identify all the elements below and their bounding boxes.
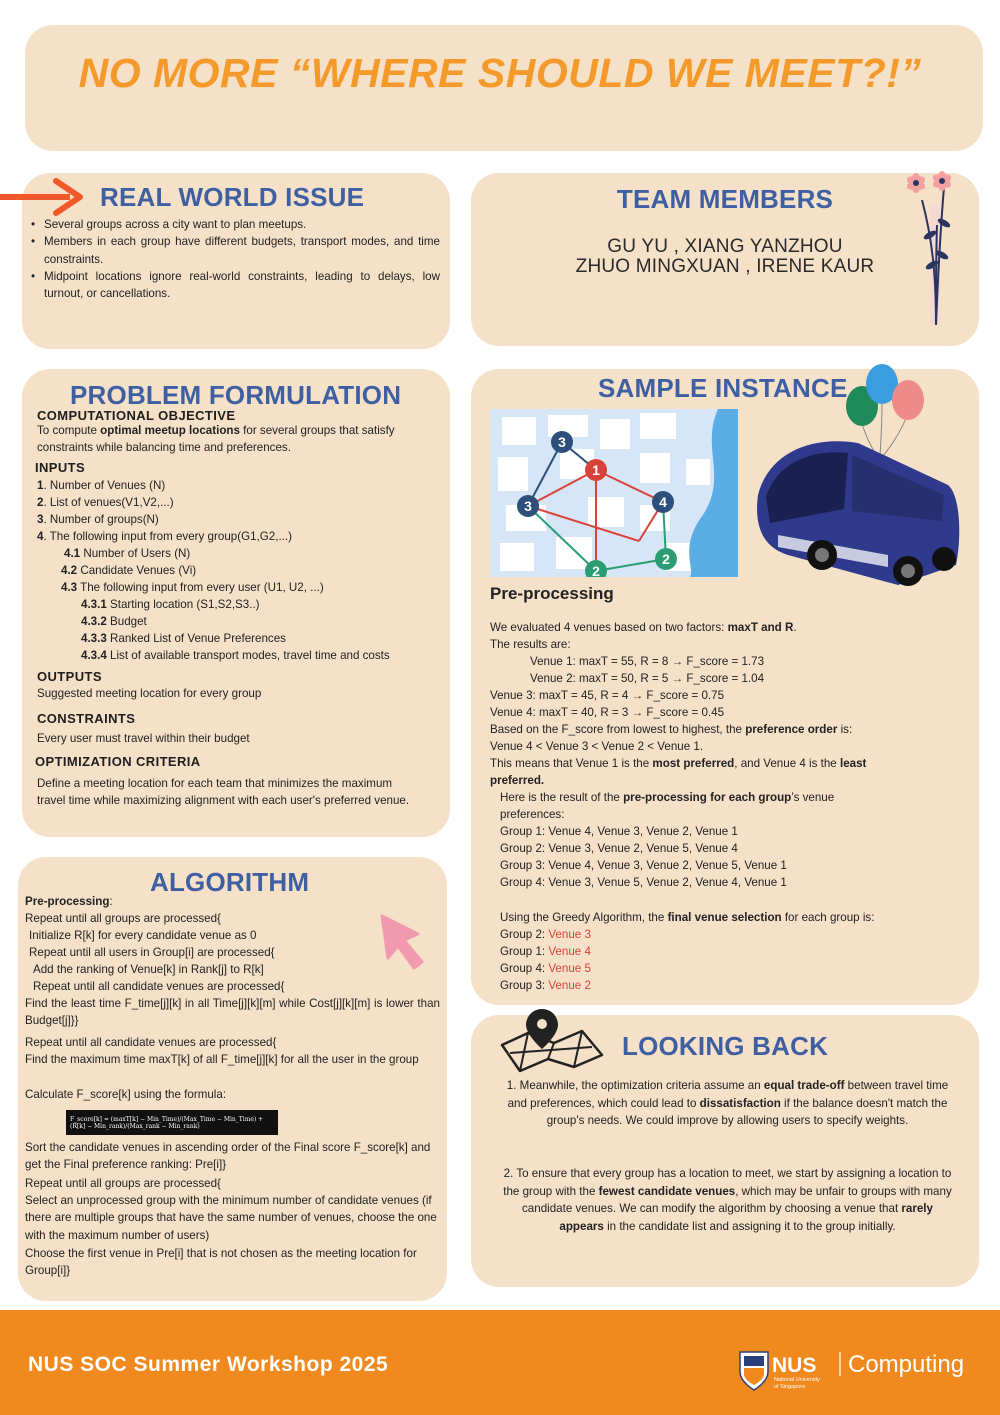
outputs-text: Suggested meeting location for every group [37,687,262,700]
text-bold: rarely appears [559,1202,933,1233]
flower-vase-icon [892,165,964,330]
input-text: . The following input from every group(G1,G2,...) [43,530,292,543]
criteria-text-2: travel time while maximizing alignment with each user's preferred venue. [37,794,410,807]
input-number: 4 [37,530,44,543]
selected-venue: Venue 3 [548,928,591,941]
text-part: if the balance doesn't match the group's needs. We could improve by allowing users to specify weights. [546,1096,948,1127]
input-number: 4.3.2 [81,615,107,628]
map-node-label: 1 [592,462,600,478]
text-part: is: [837,723,853,736]
sample-line [490,723,950,736]
logo-sub-text: National University [774,1377,820,1383]
input-text: List of available transport modes, travel time and costs [106,649,390,662]
input-item [37,511,437,528]
sample-line: preferences: [500,808,565,821]
text-part: Based on the F_score from lowest to highest, the [490,723,746,736]
input-text: Starting location (S1,S2,S3..) [106,598,260,611]
text-part: 1. Meanwhile, the optimization criteria assume an [506,1079,764,1092]
input-number: 4.3.1 [81,598,107,611]
text-bold: maxT and R [727,621,794,634]
algorithm-line: Find the maximum time maxT[k] of all F_time[j][k] for all the user in the group [25,1053,419,1066]
text-part: for each group is: [781,911,875,924]
final-selection [500,962,960,975]
sample-line: The results are: [490,638,571,651]
text-part: ’s venue [791,791,835,804]
text-part: , which may be unfair to groups with many candidate venues. We can modify the algorithm by choosing a venue that [522,1184,952,1215]
input-item [81,596,481,613]
venue-1-score: Venue 1: maxT = 55, R = 8 → F_score = 1.73 [530,655,765,668]
sample-line [490,621,950,634]
text-bold: dissatisfaction [699,1096,781,1110]
looking-back-heading: LOOKING BACK [622,1031,829,1061]
team-members-line-1: GU YU , XIANG YANZHOU [607,236,843,257]
looking-back-point-1 [500,1077,955,1130]
input-text: Number of Users (N) [80,547,191,560]
real-world-issue-heading: REAL WORLD ISSUE [100,182,365,212]
sample-line: Venue 4 < Venue 3 < Venue 2 < Venue 1. [490,740,704,753]
arrow-right-icon [0,175,90,219]
criteria-text-1: Define a meeting location for each team that minimizes the maximum [37,777,393,790]
text-part: : [109,895,113,908]
venue-3-score: Venue 3: maxT = 45, R = 4 → F_score = 0.75 [490,689,725,702]
algorithm-line: Find the least time F_time[j][k] in all Time[j][k][m] while Cost[j][k][m] is lower than Budget[j]}} [25,997,440,1028]
map-pin-icon [498,1005,608,1075]
input-text: . Number of Venues (N) [43,479,166,492]
pre-processing-heading: Pre-processing [490,584,614,603]
objective-bold: optimal meetup locations [100,424,240,437]
input-text: The following input from every user (U1, U2, ...) [77,581,324,594]
text-bold: fewest candidate venues [598,1184,736,1198]
algorithm-line: Select an unprocessed group with the minimum number of candidate venues (if there are multiple groups that have the same number of venues, choose the one with the maximum number of users) [25,1194,437,1242]
group-label: Group 3: [500,979,549,992]
inputs-heading: INPUTS [35,460,86,475]
input-item [37,494,437,511]
input-number: 4.3.3 [81,632,107,645]
text-bold: preference order [745,723,838,736]
input-item [64,545,464,562]
input-text: Budget [106,615,147,628]
team-members-line-2: ZHUO MINGXUAN , IRENE KAUR [575,256,875,277]
text-part: Here is the result of the [500,791,624,804]
selected-venue: Venue 2 [548,979,591,992]
city-map-graph [490,409,738,577]
selected-venue: Venue 5 [548,962,591,975]
input-text: . Number of groups(N) [43,513,159,526]
map-node-label: 2 [662,551,670,567]
text-bold: least [839,757,867,770]
algorithm-line: Choose the first venue in Pre[i] that is not chosen as the meeting location for Group[i]} [25,1247,417,1278]
text-part: between travel time and preferences, which could lead to [507,1079,949,1110]
poster-title: NO MORE “WHERE SHOULD WE MEET?!” [78,50,922,96]
list-item: • Members in each group have different budgets, transport modes, and time constraints. [28,233,440,268]
algorithm-line: Repeat until all groups are processed{ [25,1177,221,1190]
text-part: This means that Venue 1 is the [490,757,653,770]
map-node-label: 3 [524,498,532,514]
map-node-label: 3 [558,434,566,450]
sample-line [500,911,960,924]
objective-heading: COMPUTATIONAL OBJECTIVE [37,408,236,423]
algorithm-line: Sort the candidate venues in ascending order of the Final score F_score[k] and get the Final preference ranking: Pre[i]} [25,1141,431,1172]
text-part: . [793,621,797,634]
text-part: in the candidate list and assigning it to the group initially. [603,1219,896,1233]
input-item [81,647,481,664]
objective-text-part: for several groups that satisfy [239,424,395,437]
sample-line [490,757,950,770]
input-number: 4.2 [61,564,78,577]
text-bold: equal trade-off [763,1079,845,1092]
map-node-label: 4 [659,494,667,510]
algorithm-line: Add the ranking of Venue[k] in Rank[j] to R[k] [33,963,264,976]
input-item [81,613,481,630]
problem-formulation-heading: PROBLEM FORMULATION [70,380,402,410]
input-number: 2 [37,496,44,509]
venue-2-score: Venue 2: maxT = 50, R = 5 → F_score = 1.04 [530,672,765,685]
looking-back-point-2 [500,1165,955,1235]
group-label: Group 4: [500,962,549,975]
bus-icon [748,425,968,595]
group-label: Group 2: [500,928,549,941]
list-item: • Midpoint locations ignore real-world constraints, leading to delays, low turnout, or cancellations. [28,268,440,303]
input-item [61,562,461,579]
group-preference: Group 3: Venue 4, Venue 3, Venue 2, Venue 5, Venue 1 [500,859,787,872]
objective-text-part: To compute [37,424,101,437]
list-item: • Several groups across a city want to plan meetups. [28,216,440,233]
logo-computing-text: Computing [848,1351,965,1378]
sample-instance-heading: SAMPLE INSTANCE [598,373,848,403]
final-selection [500,928,960,941]
input-number: 3 [37,513,44,526]
objective-text [37,422,437,439]
logo-sub-text: of Singapore [774,1384,806,1390]
algorithm-line: Repeat until all candidate venues are processed{ [25,1036,277,1049]
footer-text: NUS SOC Summer Workshop 2025 [28,1353,389,1376]
input-number: 4.3.4 [81,649,107,662]
selected-venue: Venue 4 [548,945,591,958]
group-preference: Group 4: Venue 3, Venue 5, Venue 2, Venue 4, Venue 1 [500,876,787,889]
input-item [81,630,481,647]
input-number: 4.1 [64,547,81,560]
text-bold: pre-processing for each group [623,791,792,804]
text-bold: final venue selection [667,911,782,924]
venue-4-score: Venue 4: maxT = 40, R = 3 → F_score = 0.45 [490,706,725,719]
logo-nus-text: NUS [772,1354,817,1377]
constraints-text: Every user must travel within their budget [37,732,250,745]
algorithm-line: Repeat until all candidate venues are processed{ [33,980,285,993]
real-world-issue-list [28,216,440,302]
algorithm-heading: ALGORITHM [150,867,310,897]
group-preference: Group 1: Venue 4, Venue 3, Venue 2, Venue 1 [500,825,738,838]
f-score-formula: F_score[k] = (maxT[k] − Min_Time)/(Max_Time − Min_Time) + (R[k] − Min_rank)/(Max_rank − Min_rank) [66,1110,278,1135]
nus-computing-logo [738,1348,983,1393]
algorithm-preprocessing-label [25,893,440,910]
text-bold: Pre-processing [25,895,110,908]
text-part: We evaluated 4 venues based on two factors: [490,621,728,634]
input-item [37,528,437,545]
input-item [37,477,437,494]
team-members-heading: TEAM MEMBERS [616,184,834,214]
algorithm-line: Initialize R[k] for every candidate venue as 0 [29,929,257,942]
sample-line [500,791,960,804]
final-selection [500,945,960,958]
algorithm-line: Repeat until all users in Group[i] are processed{ [29,946,275,959]
input-number: 1 [37,479,44,492]
algorithm-line: Calculate F_score[k] using the formula: [25,1088,227,1101]
criteria-heading: OPTIMIZATION CRITERIA [35,754,201,769]
objective-text-2: constraints while balancing time and preferences. [37,441,291,454]
group-label: Group 1: [500,945,549,958]
input-text: . List of venues(V1,V2,...) [43,496,174,509]
algorithm-line: Repeat until all groups are processed{ [25,912,221,925]
input-number: 4.3 [61,581,78,594]
text-bold: most preferred [652,757,735,770]
text-part: 2. To ensure that every group has a location to meet, we start by assigning a location to the group with the [503,1167,952,1198]
outputs-heading: OUTPUTS [37,669,102,684]
input-item [61,579,461,596]
input-text: Ranked List of Venue Preferences [106,632,286,645]
constraints-heading: CONSTRAINTS [37,711,136,726]
final-selection [500,979,960,992]
group-preference: Group 2: Venue 3, Venue 2, Venue 5, Venue 4 [500,842,738,855]
input-text: Candidate Venues (Vi) [77,564,197,577]
sample-line: preferred. [490,774,545,787]
map-node-label: 2 [592,563,600,577]
text-part: , and Venue 4 is the [734,757,840,770]
text-part: Using the Greedy Algorithm, the [500,911,668,924]
